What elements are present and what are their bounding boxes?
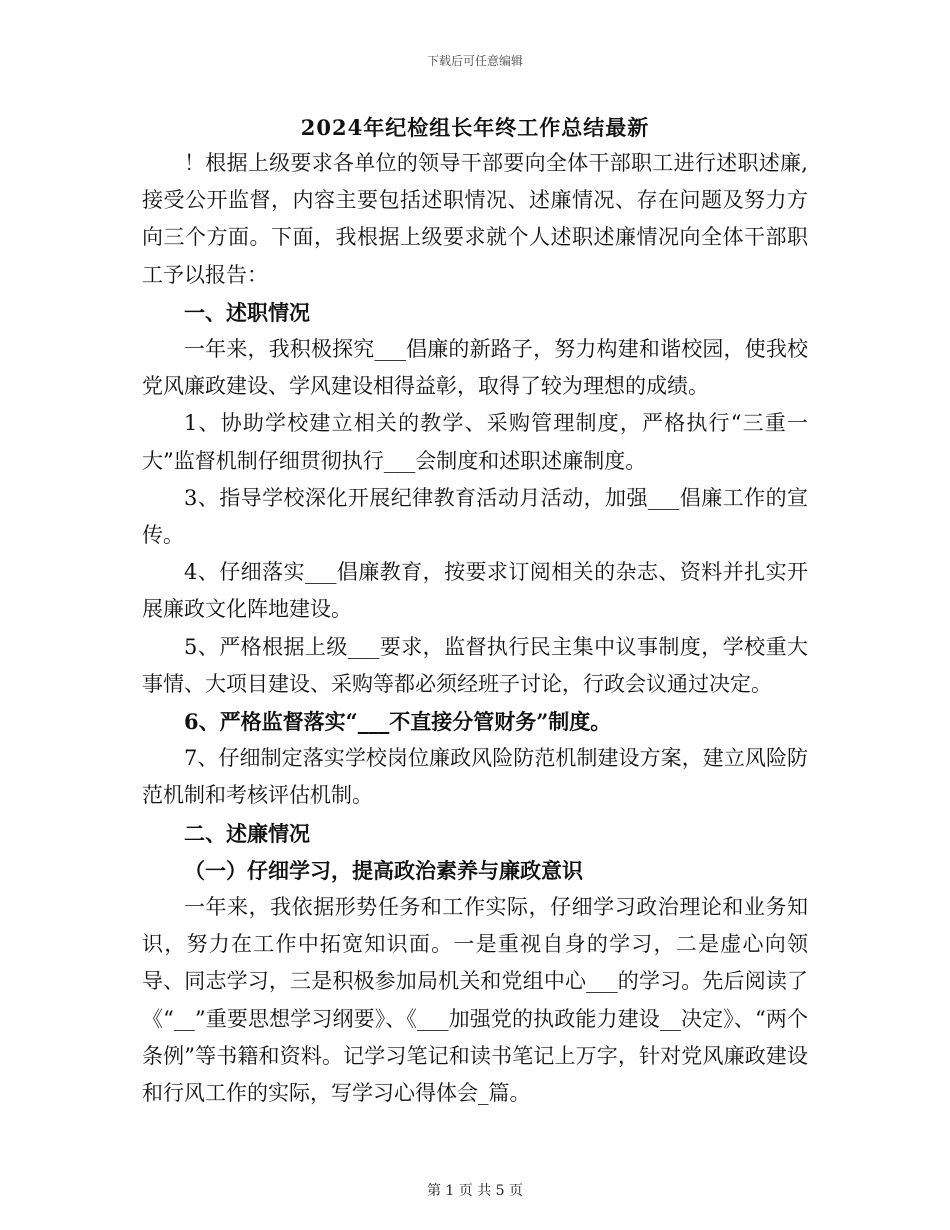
paragraph: 一年来，我依据形势任务和工作实际，仔细学习政治理论和业务知识，努力在工作中拓宽知识面。一是重视自身的学习，二是虚心向领导、同志学习，三是积极参加局机关和党组中心___的学习。先后阅读了《“__”重要思想学习纲要》、《___加强党的执政能力建设__决定》、“两个条例”等书籍和资料。记学习笔记和读书笔记上万字，针对党风廉政建设和行风工作的实际，写学习心得体会_篇。 (142, 895, 808, 1106)
page-number-footer: 第 1 页 共 5 页 (426, 1183, 524, 1199)
list-item: 5、严格根据上级___要求，监督执行民主集中议事制度，学校重大事情、大项目建设、采购等都必须经班子讨论，行政会议通过决定。 (142, 634, 808, 696)
document-title: 2024年纪检组长年终工作总结最新 (300, 115, 650, 140)
section-heading-integrity: 二、述廉情况 (184, 820, 310, 846)
list-item: 1、协助学校建立相关的教学、采购管理制度，严格执行“三重一大”监督机制仔细贯彻执行___会制度和述职述廉制度。 (142, 411, 808, 473)
intro-paragraph: ！根据上级要求各单位的领导干部要向全体干部职工进行述职述廉,接受公开监督，内容主要包括述职情况、述廉情况、存在问题及努力方向三个方面。下面，我根据上级要求就个人述职述廉情况向全体干部职工予以报告： (142, 151, 808, 287)
list-item: 3、指导学校深化开展纪律教育活动月活动，加强___倡廉工作的宣传。 (142, 485, 808, 548)
list-item: 7、仔细制定落实学校岗位廉政风险防范机制建设方案，建立风险防范机制和考核评估机制。 (142, 746, 808, 808)
section-heading-duties: 一、述职情况 (184, 299, 310, 325)
sub-heading-study: （一）仔细学习，提高政治素养与廉政意识 (184, 857, 583, 883)
header-note: 下载后可任意编辑 (426, 54, 523, 68)
paragraph: 一年来，我积极探究___倡廉的新路子，努力构建和谐校园，使我校党风廉政建设、学风建设相得益彰，取得了较为理想的成绩。 (142, 337, 808, 399)
list-item-bold: 6、严格监督落实“___不直接分管财务”制度。 (184, 709, 612, 735)
list-item: 4、仔细落实___倡廉教育，按要求订阅相关的杂志、资料并扎实开展廉政文化阵地建设。 (142, 560, 808, 622)
document-body (142, 145, 808, 1112)
